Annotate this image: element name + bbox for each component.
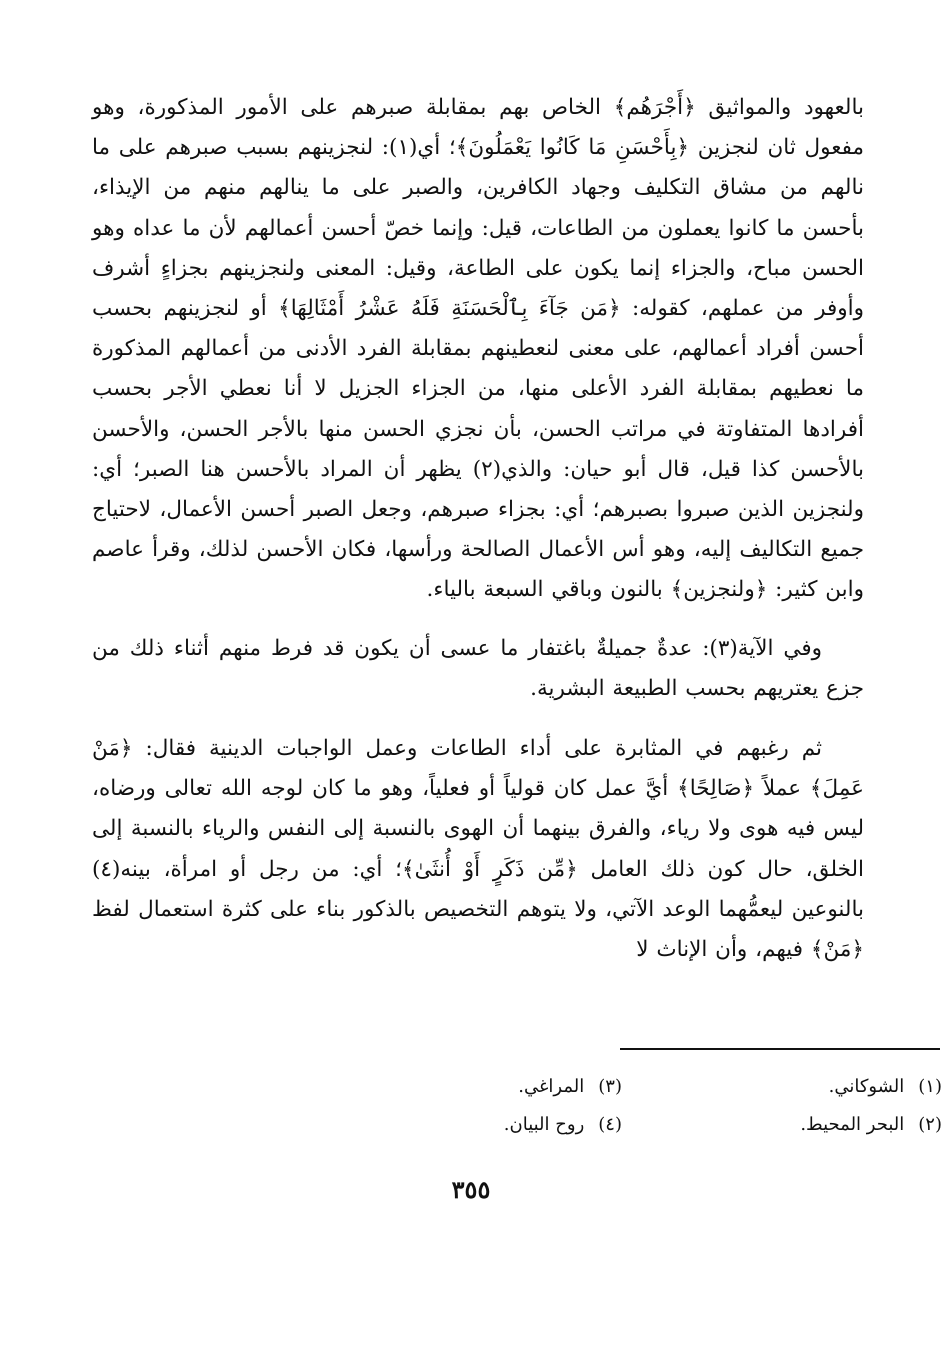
text-line: من جزع يعتريهم بحسب الطبيعة البشرية. [92,635,864,701]
footnote-separator [620,1048,940,1050]
text-line: عَشْرُ أَمْثَالِهَا﴾ أو لنجزينهم بحسب أحسن أفراد أعمالهم، على معنى لنعطينهم [92,296,865,362]
text-line: منهم من الإيذاء، بأحسن ما كانوا يعملون من الطاعات، قيل: وإنما خصّ أحسن [92,175,865,241]
text-line: لذلك، وقرأ عاصم وابن كثير: ﴿ولنجزين﴾ بالنون وباقي السبعة بالياء. [92,537,864,603]
footnote-1 [622,1068,942,1106]
text-line: أي: من رجل أو امرأة، بينه(٤) بالنوعين ليعمُّهما الوعد الآتي، ولا يتوهم [92,856,864,922]
text-line: من الجزاء الجزيل لا أنا نعطي الأجر بحسب أفرادها المتفاوتة في مراتب [92,376,865,442]
page-body [92,88,864,970]
text-line: وفي الآية(٣): عدةٌ جميلةٌ باغتفار ما عسى أن يكون قد فرط منهم أثناء ذلك [119,635,822,661]
footnote-number: (٢) [918,1114,942,1135]
footnote-3 [302,1068,622,1106]
page-number: ٣٥٥ [451,1175,491,1204]
text-line: الحسن، بأن نجزي الحسن منها بالأجر الحسن، والأحسن بالأحسن كذا قيل، [92,416,864,482]
text-line: صبرهم على ما نالهم من مشاق التكليف وجهاد الكافرين، والصبر على ما ينالهم [92,135,864,201]
text-line: التخصيص بالذكور بناء على كثرة استعمال لفظ ﴿مَنْ﴾ فيهم، وأن الإناث لا [92,896,864,963]
footnote-row [0,1106,942,1144]
paragraph-2 [92,629,864,709]
footnote-number: (٣) [598,1076,622,1097]
text-line: الذين صبروا بصبرهم؛ أي: بجزاء صبرهم، وجعل الصبر أحسن الأعمال، [150,497,785,523]
footnote-text: البحر المحيط. [800,1114,905,1135]
footnote-4 [302,1106,622,1144]
footnote-number: (٤) [598,1114,622,1135]
footnotes [0,1068,942,1144]
footnote-2 [622,1106,942,1144]
text-line: النفس والرياء بالنسبة إلى الخلق، حال كون ذلك العامل ﴿مِّن ذَكَرٍ أَوْ أُنثَىٰ﴾؛ [92,816,864,882]
text-line: المعنى ولنجزينهم بجزاءٍ أشرف وأوفر من عملهم، كقوله: ﴿مَن جَآءَ بِٱلْحَسَنَةِ فَلَهُ [92,255,864,322]
text-line: وهو مفعول ثان لنجزين ﴿بِأَحْسَنِ مَا كَانُوا يَعْمَلُونَ﴾؛ أي(١): لنجزينهم بسبب [92,95,865,161]
footnote-number: (١) [918,1076,942,1097]
text-line: لاحتياج جميع التكاليف إليه، وهو أس الأعمال الصالحة ورأسها، فكان الأحسن [92,497,864,563]
paragraph-1 [92,88,864,611]
text-line: ﴿مَنْ عَمِلَ﴾ عملاً ﴿صَالِحًا﴾ أيَّ عمل كان قولياً أو فعلياً، وهو ما كان لوجه الله [92,736,864,802]
text-line: أعمالهم لأن ما عداه وهو الحسن مباح، والجزاء إنما يكون على الطاعة، وقيل: [92,215,864,281]
text-line: ثم رغبهم في المثابرة على أداء الطاعات وعمل الواجبات الدينية فقال: [132,736,822,762]
text-line: بمقابلة الفرد الأدنى من أعمالهم المذكورة ما نعطيهم بمقابلة الفرد الأعلى منها، [92,336,865,402]
footnote-text: روح البيان. [503,1114,585,1135]
footnote-text: الشوكاني. [828,1076,905,1097]
footnote-text: المراغي. [518,1076,585,1097]
paragraph-3 [92,729,864,970]
footnote-row [0,1068,942,1106]
text-line: تعالى ورضاه، ليس فيه هوى ولا رياء، والفرق بينهما أن الهوى بالنسبة إلى [92,776,864,842]
text-line: بالعهود والمواثيق ﴿أَجْرَهُم﴾ الخاص بهم بمقابلة صبرهم على الأمور المذكورة، [124,95,864,120]
text-line: قال أبو حيان: والذي(٢) يظهر أن المراد بالأحسن هنا الصبر؛ أي: ولنجزين [92,456,864,523]
